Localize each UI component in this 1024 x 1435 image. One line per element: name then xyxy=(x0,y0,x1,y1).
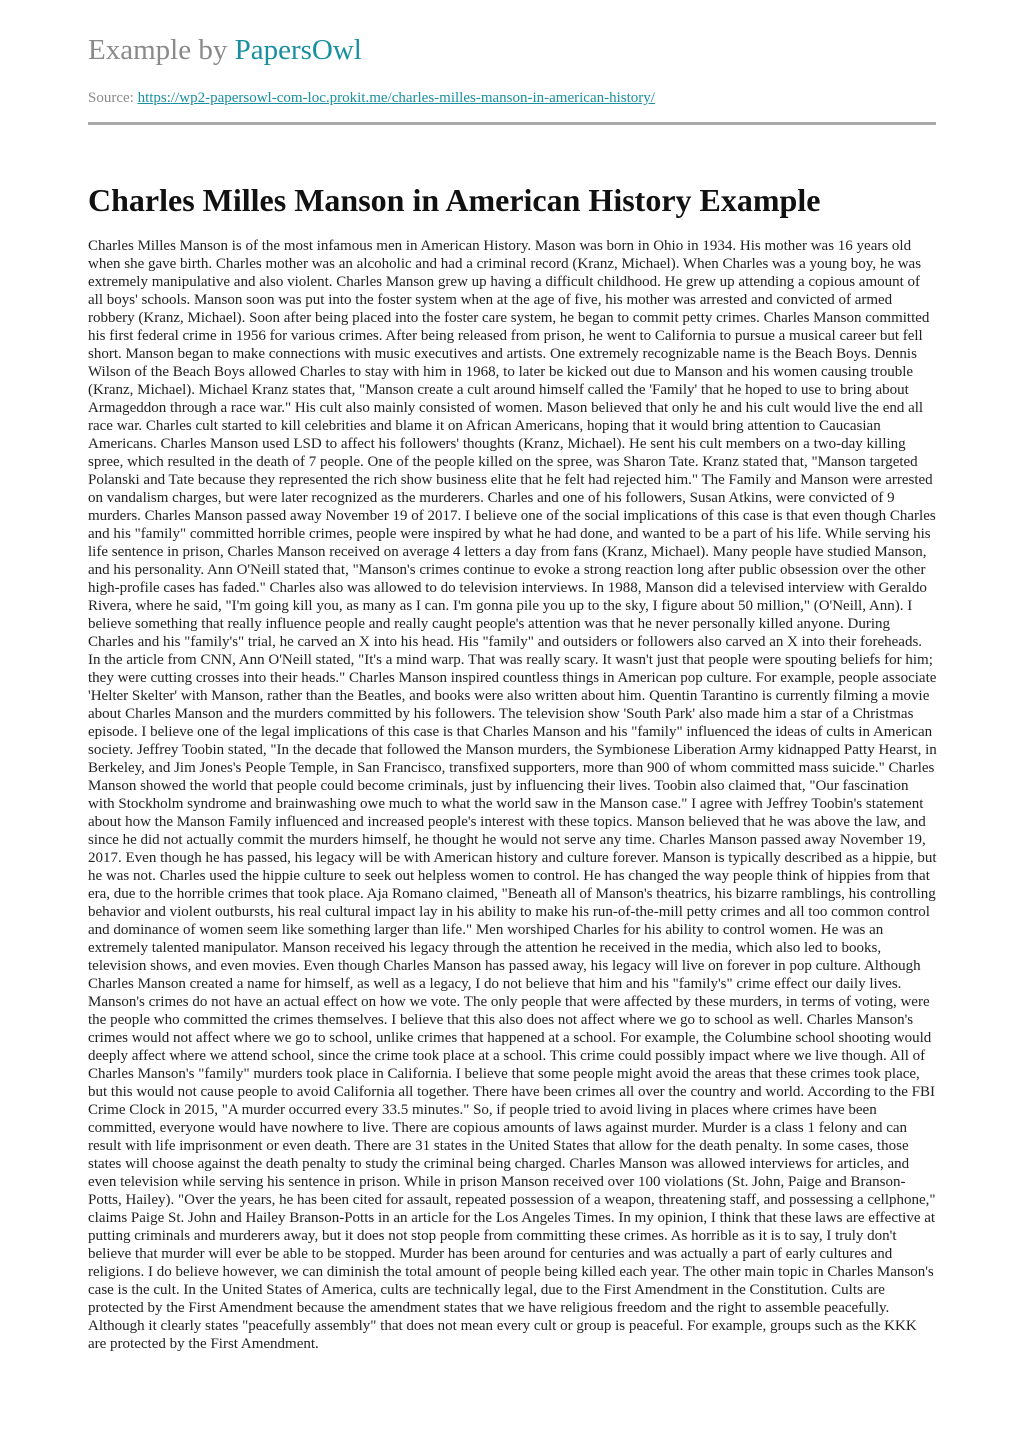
brand-prefix: Example by xyxy=(88,34,235,66)
source-line xyxy=(88,89,655,107)
source-link[interactable]: https://wp2-papersowl-com-loc.prokit.me/charles-milles-manson-in-american-history/ xyxy=(137,90,655,106)
brand-header xyxy=(88,33,362,67)
source-label: Source: xyxy=(88,90,138,106)
page-title: Charles Milles Manson in American History Example xyxy=(88,182,821,218)
brand-logo-text[interactable]: PapersOwl xyxy=(234,34,362,66)
header-divider xyxy=(88,122,936,125)
article-body: Charles Milles Manson is of the most infamous men in American History. Mason was born in Ohio in 1934. His mother was 16 years old when she gave birth. Charles mother was an alcoholic and had a criminal record (Kranz, Michael). When Charles was a young boy, he was extremely manipulative and also violent. Charles Manson grew up having a difficult childhood. He grew up attending a copious amount of all boys' schools. Manson soon was put into the foster system when at the age of five, his mother was arrested and convicted of armed robbery (Kranz, Michael). Soon after being placed into the foster care system, he began to commit petty crimes. Charles Manson committed his first federal crime in 1956 for various crimes. After being released from prison, he went to California to pursue a musical career but fell short. Manson began to make connections with music executives and artists. One extremely recognizable name is the Beach Boys. Dennis Wilson of the Beach Boys allowed Charles to stay with him in 1968, to later be kicked out due to Manson and his women causing trouble (Kranz, Michael). Michael Kranz states that, "Manson create a cult around himself called the 'Family' that he hoped to use to bring about Armageddon through a race war." His cult also mainly consisted of women. Mason believed that only he and his cult would live the end all race war. Charles cult started to kill celebrities and blame it on African Americans, hoping that it would bring attention to Caucasian Americans. Charles Manson used LSD to affect his followers' thoughts (Kranz, Michael). He sent his cult members on a two-day killing spree, which resulted in the death of 7 people. One of the people killed on the spree, was Sharon Tate. Kranz stated that, "Manson targeted Polanski and Tate because they represented the rich show business elite that he felt had rejected him." The Family and Manson were arrested on vandalism charges, but were later recognized as the murderers. Charles and one of his followers, Susan Atkins, were convicted of 9 murders. Charles Manson passed away November 19 of 2017. I believe one of the social implications of this case is that even though Charles and his "family" committed horrible crimes, people were inspired by what he had done, and wanted to be a part of his life. While serving his life sentence in prison, Charles Manson received on average 4 letters a day from fans (Kranz, Michael). Many people have studied Manson, and his personality. Ann O'Neill stated that, "Manson's crimes continue to evoke a strong reaction long after public obsession over the other high-profile cases has faded." Charles also was allowed to do television interviews. In 1988, Manson did a televised interview with Geraldo Rivera, where he said, "I'm going kill you, as many as I can. I'm gonna pile you up to the sky, I figure about 50 million," (O'Neill, Ann). I believe something that really influence people and really caught people's attention was that he never personally killed anyone. During Charles and his "family's" trial, he carved an X into his head. His "family" and outsiders or followers also carved an X into their foreheads. In the article from CNN, Ann O'Neill stated, "It's a mind warp. That was really scary. It wasn't just that people were spouting beliefs for him; they were cutting crosses into their heads." Charles Manson inspired countless things in American pop culture. For example, people associate 'Helter Skelter' with Manson, rather than the Beatles, and books were also written about him. Quentin Tarantino is currently filming a movie about Charles Manson and the murders committed by his followers. The television show 'South Park' also made him a star of a Christmas episode. I believe one of the legal implications of this case is that Charles Manson and his "family" influenced the ideas of cults in American society. Jeffrey Toobin stated, "In the decade that followed the Manson murders, the Symbionese Liberation Army kidnapped Patty Hearst, in Berkeley, and Jim Jones's People Temple, in San Francisco, transfixed supporters, more than 900 of whom committed mass suicide." Charles Manson showed the world that people could become criminals, just by influencing their lives. Toobin also claimed that, "Our fascination with Stockholm syndrome and brainwashing owe much to what the world saw in the Manson case." I agree with Jeffrey Toobin's statement about how the Manson Family influenced and increased people's interest with these topics. Manson believed that he was above the law, and since he did not actually commit the murders himself, he thought he would not serve any time. Charles Manson passed away November 19, 2017. Even though he has passed, his legacy will be with American history and culture forever. Manson is typically described as a hippie, but he was not. Charles used the hippie culture to seek out helpless women to control. He has changed the way people think of hippies from that era, due to the horrible crimes that took place. Aja Romano claimed, "Beneath all of Manson's theatrics, his bizarre ramblings, his controlling behavior and violent outbursts, his real cultural impact lay in his ability to make his run-of-the-mill petty crimes and all too common control and dominance of women seem like something larger than life." Men worshiped Charles for his ability to control women. He was an extremely talented manipulator. Manson received his legacy through the attention he received in the media, which also led to books, television shows, and even movies. Even though Charles Manson has passed away, his legacy will live on forever in pop culture. Although Charles Manson created a name for himself, as well as a legacy, I do not believe that him and his "family's" crime effect our daily lives. Manson's crimes do not have an actual effect on how we vote. The only people that were affected by these murders, in terms of voting, were the people who committed the crimes themselves. I believe that this also does not affect where we go to school as well. Charles Manson's crimes would not affect where we go to school, unlike crimes that happened at a school. For example, the Columbine school shooting would deeply affect where we attend school, since the crime took place at a school. This crime could possibly impact where we live though. All of Charles Manson's "family" murders took place in California. I believe that some people might avoid the areas that these crimes took place, but this would not cause people to avoid California all together. There have been crimes all over the country and world. According to the FBI Crime Clock in 2015, "A murder occurred every 33.5 minutes." So, if people tried to avoid living in places where crimes have been committed, everyone would have nowhere to live. There are copious amounts of laws against murder. Murder is a class 1 felony and can result with life imprisonment or even death. There are 31 states in the United States that allow for the death penalty. In some cases, those states will choose against the death penalty to study the criminal being charged. Charles Manson was allowed interviews for articles, and even television while serving his sentence in prison. While in prison Manson received over 100 violations (St. John, Paige and Branson-Potts, Hailey). "Over the years, he has been cited for assault, repeated possession of a weapon, threatening staff, and possessing a cellphone," claims Paige St. John and Hailey Branson-Potts in an article for the Los Angeles Times. In my opinion, I think that these laws are effective at putting criminals and murderers away, but it does not stop people from committing these crimes. As horrible as it is to say, I truly don't believe that murder will ever be able to be stopped. Murder has been around for centuries and was actually a part of early cultures and religions. I do believe however, we can diminish the total amount of people being killed each year. The other main topic in Charles Manson's case is the cult. In the United States of America, cults are technically legal, due to the First Amendment in the Constitution. Cults are protected by the First Amendment because the amendment states that we have religious freedom and the right to assemble peacefully. Although it clearly states "peacefully assembly" that does not mean every cult or group is peaceful. For example, groups such as the KKK are protected by the First Amendment. xyxy=(88,238,937,1352)
